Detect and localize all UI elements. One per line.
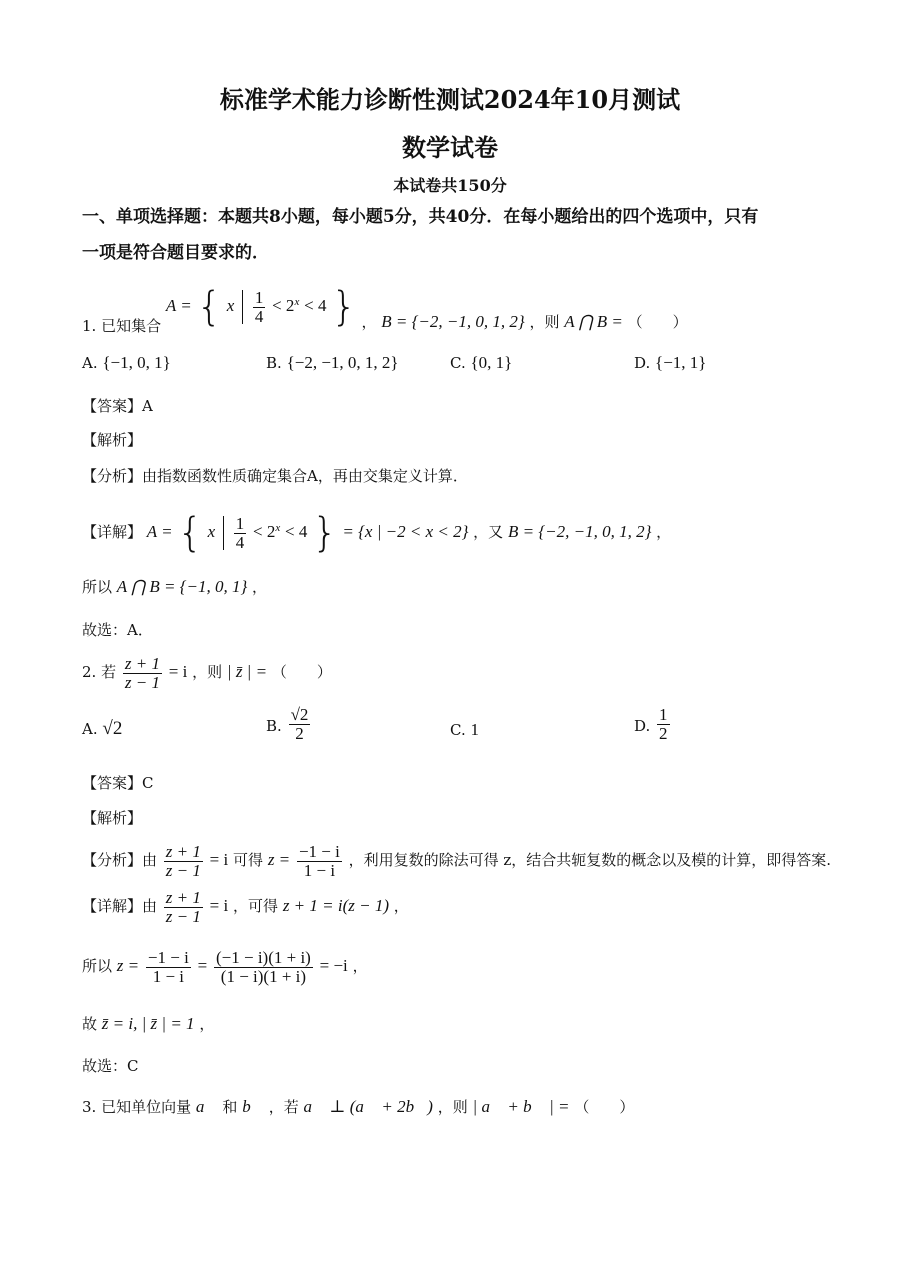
left-brace-icon: { — [177, 510, 203, 556]
page-subtitle: 数学试卷 — [402, 133, 498, 162]
xj-fraction — [164, 889, 203, 926]
suoyi-end: ， — [252, 578, 268, 596]
suoyi-expr: A ⋂ B = {−1, 0, 1} — [116, 577, 248, 596]
q1-xj-b: B = {−2, −1, 0, 1, 2} — [507, 522, 652, 541]
section-intro-line1: 一、单项选择题：本题共8小题，每小题5分，共40分．在每小题给出的四个选项中，只有 — [82, 207, 759, 227]
frac-den: 2 — [659, 724, 668, 743]
frac-num: 1 — [235, 513, 245, 533]
q1-set-b: B = {−2, −1, 0, 1, 2} — [381, 312, 525, 331]
option-text: {0, 1} — [470, 353, 513, 372]
q3-paren: （ ） — [574, 1098, 635, 1116]
option-fraction — [289, 706, 311, 743]
frac-num: √2 — [290, 705, 309, 724]
q1-option-a[interactable] — [82, 353, 171, 373]
q1-xj-tail: < 4 — [285, 522, 308, 541]
suoyi-label: 所以 — [82, 578, 113, 596]
right-brace-icon: } — [331, 284, 357, 330]
option-label: D. — [634, 716, 651, 735]
q1-xj-head: 【详解】 — [82, 523, 143, 541]
frac-den: z − 1 — [124, 672, 160, 692]
fenxi-mid: 可得 — [233, 851, 264, 869]
frac-den: 1 − i — [152, 966, 185, 986]
q1-set-a-tail: < 4 — [304, 296, 327, 315]
q1-suoyi — [82, 577, 267, 597]
option-text: 1 — [470, 720, 479, 739]
q2-prefix: 2. 若 — [82, 663, 117, 681]
q2-analysis-head: 【解析】 — [82, 809, 143, 827]
exponent: x — [275, 522, 281, 534]
option-text: {−1, 1} — [655, 353, 707, 372]
q3-cond: a⃗ ⊥ (a⃗ + 2b⃗) — [303, 1097, 433, 1116]
q1-frac-den: 4 — [254, 306, 264, 326]
left-brace-icon: { — [196, 284, 222, 330]
equals-sign: = — [197, 956, 208, 975]
q3-and: 和 — [222, 1098, 238, 1116]
section-intro-line2: 一项是符合题目要求的． — [82, 243, 269, 263]
xj-expr: z + 1 = i(z − 1) — [282, 896, 390, 915]
suoyi-z: z = — [116, 956, 140, 975]
total-score: 本试卷共150分 — [393, 176, 507, 195]
option-label: C. — [450, 721, 466, 739]
fenxi-fraction — [164, 843, 203, 880]
q1-analysis-head: 【解析】 — [82, 431, 143, 449]
q1-xj-result: = {x | −2 < x < 2} — [342, 522, 469, 541]
q3-cond-pre: ，若 — [268, 1098, 299, 1116]
option-label: B. — [266, 354, 282, 372]
q1-fraction — [253, 289, 266, 326]
fenxi-fraction-2 — [297, 843, 342, 880]
q1-xj-end: ， — [656, 523, 672, 541]
q1-guxuan: 故选：A． — [82, 621, 153, 639]
q3-then: ，则 — [437, 1098, 468, 1116]
fenxi-pre: 【分析】由 — [82, 851, 158, 869]
gu-expr: z̄ = i, | z̄ | = 1 — [101, 1014, 195, 1033]
q3-vec-b: b⃗ — [242, 1097, 264, 1116]
q1-option-c[interactable] — [450, 353, 512, 373]
suoyi-label: 所以 — [82, 957, 113, 975]
q1-set-a-cond: < 2 — [272, 296, 295, 315]
q1-exponent: x — [294, 296, 300, 308]
q2-option-a[interactable] — [82, 718, 122, 740]
suoyi-fraction-2 — [214, 949, 313, 986]
q1-paren: （ ） — [627, 313, 688, 331]
q2-abs: | z̄ | = — [226, 662, 268, 681]
q3-prefix: 3. 已知单位向量 — [82, 1098, 192, 1116]
q1-frac-num: 1 — [254, 287, 264, 307]
page-title: 标准学术能力诊断性测试2024年10月测试 — [219, 85, 681, 114]
q2-stem — [82, 650, 332, 694]
q1-xj-fraction — [234, 515, 247, 552]
frac-num: (−1 − i)(1 + i) — [215, 947, 311, 967]
gu-label: 故 — [82, 1015, 98, 1033]
q1-then: ，则 — [529, 313, 560, 331]
q2-suoyi — [82, 943, 368, 989]
fenxi-eq: = i — [209, 850, 229, 869]
frac-num: −1 − i — [147, 947, 189, 967]
q2-fenxi — [82, 838, 831, 882]
option-label: C. — [450, 354, 466, 372]
q1-set-a-lhs: A = — [165, 296, 192, 315]
q2-fraction — [123, 655, 162, 692]
q1-prefix: 1. 已知集合 — [82, 317, 162, 335]
q2-option-b[interactable] — [266, 706, 312, 743]
q2-paren: （ ） — [271, 663, 332, 681]
frac-den: 4 — [235, 532, 245, 552]
q1-set-a-var: x — [226, 296, 235, 315]
option-fraction — [657, 706, 670, 743]
suoyi-end: ， — [352, 957, 368, 975]
q2-then: ，则 — [192, 663, 223, 681]
xj-pre: 【详解】由 — [82, 897, 158, 915]
frac-den: 1 − i — [303, 860, 336, 880]
xj-eq: = i — [209, 896, 229, 915]
q2-gu — [82, 1014, 214, 1034]
frac-num: z + 1 — [124, 653, 160, 673]
right-brace-icon: } — [312, 510, 338, 556]
q1-xj-also: ，又 — [473, 523, 504, 541]
option-text: {−2, −1, 0, 1, 2} — [286, 353, 399, 372]
q1-stem — [82, 285, 688, 335]
q1-comma: ， — [361, 313, 377, 331]
frac-num: 1 — [659, 705, 668, 724]
q1-option-d[interactable] — [634, 353, 706, 373]
frac-den: 2 — [295, 724, 304, 743]
frac-num: z + 1 — [165, 887, 201, 907]
q2-eq: = i — [168, 662, 188, 681]
q1-xiangjie — [82, 505, 672, 556]
set-bar — [223, 516, 224, 550]
q2-option-c[interactable] — [450, 720, 479, 740]
suoyi-fraction-1 — [146, 949, 191, 986]
option-label: B. — [266, 716, 282, 735]
fenxi-tail: ，利用复数的除法可得 z，结合共轭复数的概念以及模的计算，即得答案. — [348, 851, 832, 869]
option-label: D. — [634, 354, 651, 372]
q2-option-d[interactable] — [634, 706, 672, 743]
xj-end: ， — [393, 897, 409, 915]
frac-num: −1 − i — [298, 841, 340, 861]
xj-mid: ，可得 — [233, 897, 279, 915]
set-bar — [242, 290, 243, 324]
frac-den: z − 1 — [165, 860, 201, 880]
gu-end: ， — [199, 1015, 215, 1033]
q1-xj-var: x — [207, 522, 216, 541]
q2-answer: 【答案】C — [82, 774, 154, 792]
frac-den: (1 − i)(1 + i) — [220, 966, 307, 986]
q3-vec-a: a⃗ — [195, 1097, 218, 1116]
q1-xj-cond: < 2 — [253, 522, 276, 541]
option-label: A. — [82, 720, 98, 738]
q1-xj-set-a: A = — [146, 522, 173, 541]
suoyi-result: = −i — [319, 956, 348, 975]
q1-answer: 【答案】A — [82, 397, 153, 415]
q1-expr: A ⋂ B = — [564, 312, 623, 331]
option-text: √2 — [102, 718, 123, 739]
q1-option-b[interactable] — [266, 353, 399, 373]
q2-guxuan: 故选：C — [82, 1057, 139, 1075]
q2-xiangjie — [82, 884, 409, 928]
q3-expr: | a⃗ + b⃗ | = — [472, 1097, 570, 1116]
frac-den: z − 1 — [165, 906, 201, 926]
option-label: A. — [82, 354, 98, 372]
q3-stem — [82, 1094, 634, 1120]
q1-fenxi: 【分析】由指数函数性质确定集合A，再由交集定义计算． — [82, 467, 468, 485]
frac-num: z + 1 — [165, 841, 201, 861]
fenxi-z: z = — [267, 850, 291, 869]
option-text: {−1, 0, 1} — [102, 353, 171, 372]
